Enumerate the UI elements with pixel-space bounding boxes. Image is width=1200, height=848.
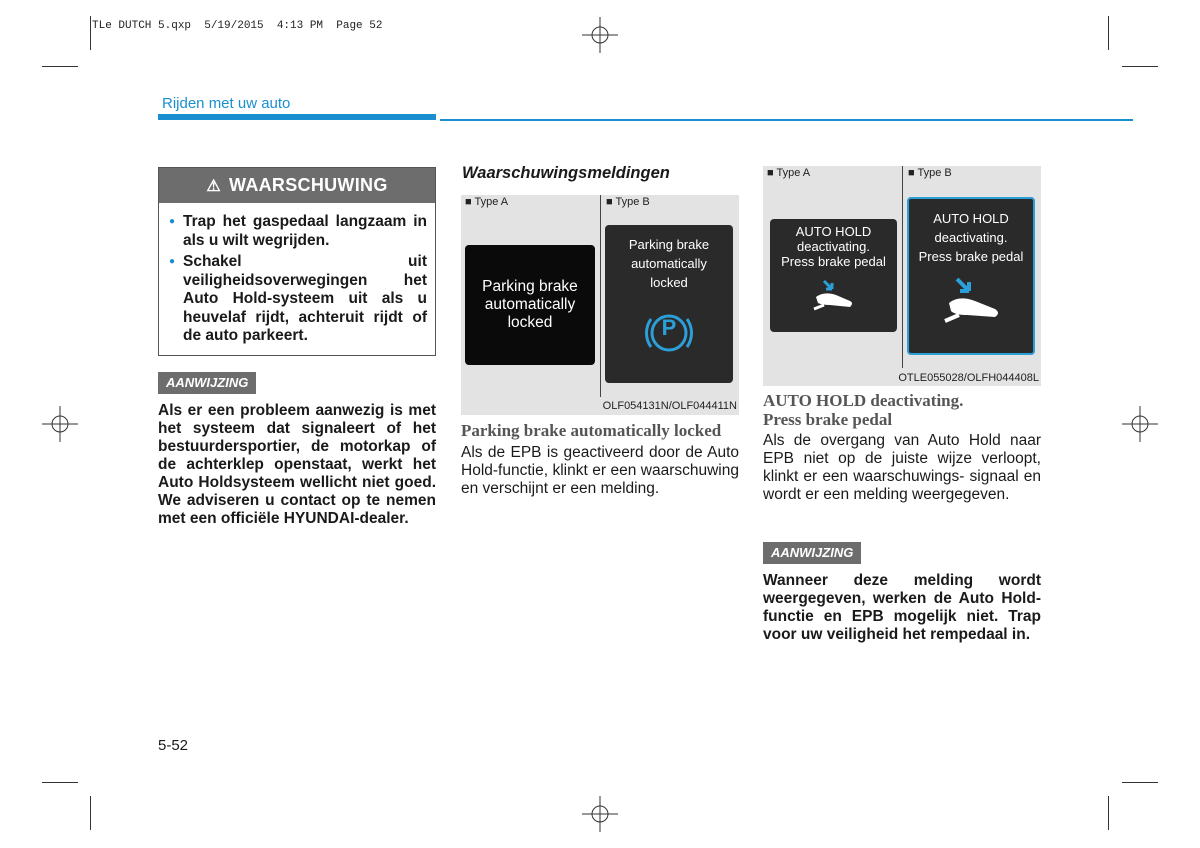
- screen-line: deactivating.: [797, 239, 870, 254]
- warning-box: [158, 167, 436, 356]
- screen-line: Press brake pedal: [781, 254, 886, 269]
- note-text: Als er een probleem aanwezig is met het systeem dat signaleert of het bestuurdersportier, de motorkap of de achterklep openstaat, werkt het Auto Holdsysteem wellicht niet goed. We adviseren u contact op te nemen met een officiële HYUNDAI-dealer.: [158, 402, 436, 527]
- registration-mark-icon: [42, 406, 78, 442]
- screen-line: AUTO HOLD: [795, 224, 872, 239]
- p-symbol: P: [661, 315, 677, 340]
- screen-line: Press brake pedal: [918, 249, 1024, 264]
- warning-item: ● Schakel uit veiligheidsoverwegingen het Auto Hold-systeem uit als u heuvelaf rijdt, achteruit rijdt of de auto parkeert.: [167, 253, 427, 346]
- display-screen-type-a: [770, 219, 897, 332]
- crop-mark: [42, 66, 78, 67]
- screen-line: automatically: [631, 256, 707, 271]
- crop-mark: [42, 782, 78, 783]
- display-screen-type-b: [605, 225, 733, 383]
- message-heading: Parking brake automatically locked: [461, 421, 722, 440]
- crop-mark: [1108, 796, 1109, 830]
- screen-line: automatically: [484, 296, 576, 313]
- page-number: 5-52: [158, 737, 189, 754]
- figure-divider: [902, 166, 903, 368]
- figure-type-a-label: ■ Type A: [767, 167, 811, 179]
- header-bar: [158, 114, 436, 120]
- message-heading: [763, 391, 1043, 429]
- crop-mark: [90, 796, 91, 830]
- figure-type-b-label: ■ Type B: [606, 196, 650, 208]
- print-slug: TLe DUTCH 5.qxp 5/19/2015 4:13 PM Page 52: [92, 20, 383, 32]
- message-heading-line: AUTO HOLD deactivating.: [763, 391, 964, 410]
- screen-line: AUTO HOLD: [933, 211, 1009, 226]
- warning-header: [159, 168, 435, 203]
- warning-item: ● Trap het gaspedaal langzaam in als u wilt wegrijden.: [167, 213, 427, 250]
- figure-auto-hold: [763, 166, 1041, 386]
- figure-type-a-label: ■ Type A: [465, 196, 509, 208]
- figure-type-b-label: ■ Type B: [908, 167, 952, 179]
- figure-code: OTLE055028/OLFH044408L: [898, 372, 1039, 384]
- header-rule: [440, 119, 1133, 121]
- warning-list: [167, 213, 427, 346]
- screen-line: locked: [507, 314, 553, 331]
- body-text: Als de EPB is geactiveerd door de Auto Hold-functie, klinkt er een waarschuwing en verschijnt er een melding.: [461, 444, 739, 497]
- crop-mark: [1108, 16, 1109, 50]
- screen-line: Parking brake: [482, 278, 578, 295]
- note-tag: AANWIJZING: [158, 372, 256, 394]
- registration-mark-icon: [582, 17, 618, 53]
- section-title: Rijden met uw auto: [162, 95, 291, 112]
- crop-mark: [90, 16, 91, 50]
- display-screen-type-a: [465, 245, 595, 365]
- note-text: Wanneer deze melding wordt weergegeven, werken de Auto Hold-functie en EPB mogelijk niet. Trap voor uw veiligheid het rempedaal in.: [763, 572, 1041, 643]
- note-tag: AANWIJZING: [763, 542, 861, 564]
- figure-divider: [600, 195, 601, 397]
- warning-triangle-icon: ⚠: [206, 177, 222, 195]
- registration-mark-icon: [582, 796, 618, 832]
- display-screen-type-b: [907, 197, 1035, 355]
- screen-line: Parking brake: [628, 237, 710, 252]
- body-text: Als de overgang van Auto Hold naar EPB niet op de juiste wijze verloopt, klinkt er een waarschuwings- signaal en wordt er een melding weergegeven.: [763, 432, 1041, 503]
- figure-code: OLF054131N/OLF044411N: [602, 400, 737, 412]
- message-heading-line: Press brake pedal: [763, 410, 893, 429]
- brake-pedal-foot-icon: [810, 275, 858, 315]
- figure-parking-brake: [461, 195, 739, 415]
- subheading: Waarschuwingsmeldingen: [462, 164, 670, 182]
- crop-mark: [1122, 66, 1158, 67]
- crop-mark: [1122, 782, 1158, 783]
- registration-mark-icon: [1122, 406, 1158, 442]
- brake-pedal-foot-icon: [939, 273, 1005, 331]
- screen-line: deactivating.: [934, 230, 1008, 245]
- warning-title: WAARSCHUWING: [229, 175, 388, 195]
- screen-line: locked: [650, 275, 688, 290]
